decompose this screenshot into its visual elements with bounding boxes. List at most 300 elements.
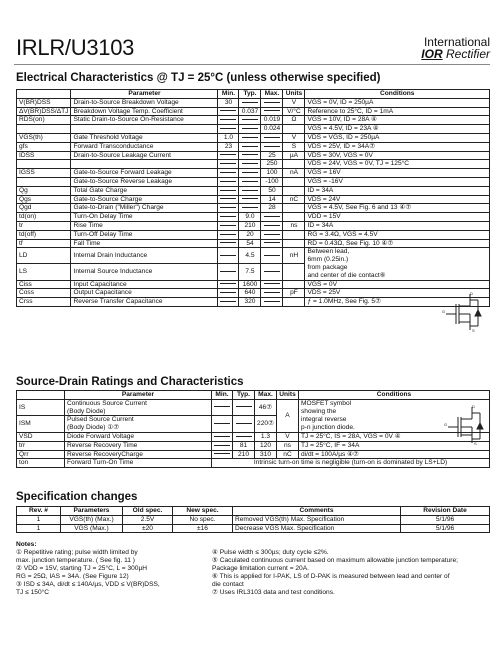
value	[233, 432, 255, 441]
value	[212, 441, 233, 450]
parameter	[71, 160, 218, 169]
units: µA	[283, 151, 305, 160]
value-dash	[236, 436, 252, 437]
spec-row	[17, 524, 490, 533]
col-header: Old spec.	[123, 507, 173, 516]
value	[218, 204, 239, 213]
conditions: TJ = 25°C, IF = 34A	[299, 441, 490, 450]
units	[283, 177, 305, 186]
source-drain-table	[16, 390, 490, 468]
value-dash	[264, 102, 280, 103]
parameter: Static Drain-to-Source On-Resistance	[71, 116, 218, 125]
elec-row	[17, 298, 490, 307]
col-header: Max.	[261, 90, 283, 99]
value	[239, 116, 261, 125]
value	[218, 107, 239, 116]
units: V	[283, 133, 305, 142]
note-line: ⑥ This is applied for I-PAK, LS of D-PAK is measured between lead and center of	[212, 573, 450, 580]
units	[283, 264, 305, 280]
conditions: di/dt = 100A/µs ④⑦	[299, 450, 490, 459]
condition-line: showing the	[301, 408, 337, 416]
elec-row	[17, 213, 490, 222]
units	[283, 298, 305, 307]
value	[239, 151, 261, 160]
parameter-line: Diode Forward Voltage	[67, 432, 135, 440]
value	[261, 221, 283, 230]
spec-cell: Removed VGS(th) Max. Specification	[233, 515, 401, 524]
parameter: Input Capacitance	[71, 280, 218, 289]
value-dash	[264, 146, 280, 147]
value: 25	[261, 151, 283, 160]
svg-text:S: S	[474, 441, 477, 445]
spec-cell: Decrease VGS Max. Specification	[233, 524, 401, 533]
spec-cell: 2.5V	[123, 515, 173, 524]
conditions: VDS = 30V, VGS = 0V	[305, 151, 490, 160]
value-dash	[264, 255, 280, 256]
col-header: Units	[277, 391, 299, 400]
value-dash	[264, 225, 280, 226]
condition-line: and center of die contact⑥	[307, 271, 386, 279]
svg-text:D: D	[472, 404, 475, 409]
parameter: Internal Drain Inductance	[71, 248, 218, 264]
mosfet-body-diode-icon	[444, 403, 488, 445]
parameter-line: Pulsed Source Current	[67, 416, 134, 424]
value	[261, 239, 283, 248]
condition-line: Between lead,	[307, 248, 350, 256]
units	[283, 239, 305, 248]
symbol: IS	[17, 399, 65, 416]
units: V	[283, 98, 305, 107]
value: 210	[233, 450, 255, 459]
value-dash	[220, 198, 236, 199]
value: 23	[218, 142, 239, 151]
condition-line: integral reverse	[301, 415, 347, 423]
value	[261, 142, 283, 151]
col-header: Conditions	[299, 391, 490, 400]
value-dash	[220, 292, 236, 293]
value: 20	[239, 230, 261, 239]
value-dash	[242, 119, 258, 120]
symbol: Qgs	[17, 195, 71, 204]
svg-text:D: D	[470, 291, 473, 296]
col-header: Revision Date	[401, 507, 490, 516]
elec-row	[17, 133, 490, 142]
symbol: Qg	[17, 186, 71, 195]
parameter-line: (Body Diode)	[67, 407, 106, 415]
spec-cell: 5/1/96	[401, 524, 490, 533]
value: 4.5	[239, 248, 261, 264]
value: 54	[239, 239, 261, 248]
value	[261, 230, 283, 239]
value	[218, 177, 239, 186]
spec-cell: ±16	[173, 524, 233, 533]
symbol: Qgd	[17, 204, 71, 213]
value	[218, 264, 239, 280]
value-dash	[264, 292, 280, 293]
value: 640	[239, 289, 261, 298]
value	[218, 280, 239, 289]
value	[261, 264, 283, 280]
value: 1600	[239, 280, 261, 289]
value: -100	[261, 177, 283, 186]
units: S	[283, 142, 305, 151]
value: 81	[233, 441, 255, 450]
parameter: Total Gate Charge	[71, 186, 218, 195]
value	[218, 239, 239, 248]
value: 120	[255, 441, 277, 450]
parameter: Internal Source Inductance	[71, 264, 218, 280]
value-dash	[220, 128, 236, 129]
value	[218, 213, 239, 222]
value	[261, 107, 283, 116]
symbol	[17, 177, 71, 186]
value	[218, 289, 239, 298]
value-dash	[264, 283, 280, 284]
notes	[16, 541, 490, 596]
value	[218, 160, 239, 169]
conditions: VDD = 15V	[305, 213, 490, 222]
conditions: Reference to 25°C, ID = 1mA	[305, 107, 490, 116]
units	[283, 125, 305, 134]
value	[212, 416, 233, 433]
elec-row	[17, 248, 490, 264]
value	[261, 289, 283, 298]
parameter	[65, 416, 212, 433]
value-dash	[264, 137, 280, 138]
conditions: VGS = -16V	[305, 177, 490, 186]
parameter: Gate Threshold Voltage	[71, 133, 218, 142]
symbol: gfs	[17, 142, 71, 151]
symbol: trr	[17, 441, 65, 450]
electrical-table	[16, 89, 490, 307]
value: 30	[218, 98, 239, 107]
conditions: VGS = 16V	[305, 169, 490, 178]
brand-rectifier: Rectifier	[445, 47, 490, 61]
svg-text:G: G	[442, 309, 446, 314]
conditions: VDS = 25V	[305, 289, 490, 298]
parameter: Drain-to-Source Leakage Current	[71, 151, 218, 160]
value: 220⑦	[255, 416, 277, 433]
value-dash	[264, 110, 280, 111]
col-header: Max.	[255, 391, 277, 400]
parameter: Rise Time	[71, 221, 218, 230]
units	[283, 213, 305, 222]
elec-row	[17, 289, 490, 298]
symbol	[17, 125, 71, 134]
value	[233, 399, 255, 416]
value-dash	[242, 128, 258, 129]
spec-cell: VGS (Max.)	[61, 524, 123, 533]
value	[218, 151, 239, 160]
value: 100	[261, 169, 283, 178]
elec-row	[17, 107, 490, 116]
value-dash	[242, 181, 258, 182]
elec-row	[17, 221, 490, 230]
symbol: tr	[17, 221, 71, 230]
spec-cell: ±20	[123, 524, 173, 533]
symbol: Crss	[17, 298, 71, 307]
col-header: Units	[283, 90, 305, 99]
symbol: ISM	[17, 416, 65, 433]
value-dash	[220, 271, 236, 272]
value	[233, 416, 255, 433]
note-line: RG = 25Ω, IAS = 34A. (See Figure 12)	[16, 573, 129, 580]
section-spec-changes-title: Specification changes	[16, 491, 138, 503]
col-header: Min.	[218, 90, 239, 99]
value	[239, 125, 261, 134]
value	[261, 248, 283, 264]
svg-text:S: S	[472, 328, 475, 332]
parameter: Reverse Transfer Capacitance	[71, 298, 218, 307]
notes-right	[212, 549, 492, 597]
parameter	[65, 459, 212, 468]
value: 320	[239, 298, 261, 307]
value: 50	[261, 186, 283, 195]
value	[212, 399, 233, 416]
value	[218, 125, 239, 134]
value-dash	[220, 181, 236, 182]
value-dash	[264, 242, 280, 243]
value	[218, 195, 239, 204]
value	[239, 142, 261, 151]
parameter-line: (Body Diode) ①⑦	[67, 424, 120, 432]
symbol: LS	[17, 264, 71, 280]
symbol: IDSS	[17, 151, 71, 160]
col-header: Min.	[212, 391, 233, 400]
parameter: Gate-to-Drain ("Miller") Charge	[71, 204, 218, 213]
value-dash	[214, 423, 230, 424]
parameter: Gate-to-Source Charge	[71, 195, 218, 204]
parameter: Output Capacitance	[71, 289, 218, 298]
elec-row	[17, 195, 490, 204]
spec-row	[17, 515, 490, 524]
value: 7.5	[239, 264, 261, 280]
sd-row	[17, 450, 490, 459]
symbol: IGSS	[17, 169, 71, 178]
note-line: Package limitation current = 20A.	[212, 565, 309, 572]
sd-row	[17, 459, 490, 468]
svg-text:G: G	[444, 422, 448, 427]
units: nH	[283, 248, 305, 264]
col-header: Typ.	[239, 90, 261, 99]
note-line: ① Repetitive rating; pulse width limited by	[16, 549, 138, 556]
value-dash	[220, 242, 236, 243]
symbol: ton	[17, 459, 65, 468]
note-line: ② VDD = 15V, starting TJ = 25°C, L = 300µH	[16, 565, 148, 572]
col-header: Rev. #	[17, 507, 61, 516]
value-dash	[242, 163, 258, 164]
value	[218, 230, 239, 239]
conditions: VGS = 4.5V, ID = 23A ④	[305, 125, 490, 134]
value-dash	[220, 190, 236, 191]
units	[283, 230, 305, 239]
value-dash	[214, 445, 230, 446]
header-rule	[14, 64, 490, 65]
parameter	[65, 432, 212, 441]
elec-row	[17, 151, 490, 160]
conditions: RD = 0.43Ω, See Fig. 10 ④⑦	[305, 239, 490, 248]
parameter: Forward Transconductance	[71, 142, 218, 151]
note-line: ③ ISD ≤ 34A, di/dt ≤ 140A/µs, VDD ≤ V(BR)DSS,	[16, 581, 160, 588]
value	[239, 204, 261, 213]
conditions: RG = 3.4Ω, VGS = 4.5V	[305, 230, 490, 239]
value	[239, 160, 261, 169]
symbol: RDS(on)	[17, 116, 71, 125]
condition-line: p-n junction diode.	[301, 423, 355, 431]
spec-cell: 1	[17, 524, 61, 533]
elec-row	[17, 116, 490, 125]
value-dash	[236, 423, 252, 424]
value-dash	[236, 406, 252, 407]
symbol: VSD	[17, 432, 65, 441]
value-dash	[220, 154, 236, 155]
units: ns	[283, 221, 305, 230]
spec-cell: 5/1/96	[401, 515, 490, 524]
parameter: Turn-On Delay Time	[71, 213, 218, 222]
condition-line: MOSFET symbol	[301, 400, 352, 408]
symbol: V(BR)DSS	[17, 98, 71, 107]
value-dash	[220, 119, 236, 120]
value: 9.0	[239, 213, 261, 222]
brand-ir-mark: IOR	[421, 47, 443, 61]
conditions	[305, 248, 490, 280]
conditions: TJ = 25°C, IS = 28A, VGS = 0V ④	[299, 432, 490, 441]
value-dash	[242, 102, 258, 103]
conditions: VGS = 4.5V, See Fig. 6 and 13 ④⑦	[305, 204, 490, 213]
note-line: ④ Pulse width ≤ 300µs; duty cycle ≤2%.	[212, 549, 329, 556]
notes-title: Notes:	[16, 541, 37, 548]
col-symbol	[17, 90, 71, 99]
value: 14	[261, 195, 283, 204]
value: 0.019	[261, 116, 283, 125]
value-dash	[220, 283, 236, 284]
units: V/°C	[283, 107, 305, 116]
value-dash	[264, 301, 280, 302]
value	[239, 98, 261, 107]
value-dash	[242, 207, 258, 208]
value-dash	[220, 255, 236, 256]
value: 28	[261, 204, 283, 213]
section-electrical-title: Electrical Characteristics @ TJ = 25°C (unless otherwise specified)	[16, 72, 381, 84]
value: 46⑦	[255, 399, 277, 416]
value	[218, 116, 239, 125]
symbol: Coss	[17, 289, 71, 298]
value: 210	[239, 221, 261, 230]
value-dash	[264, 234, 280, 235]
value-dash	[242, 172, 258, 173]
condition-line: from package	[307, 263, 348, 271]
units: Ω	[283, 116, 305, 125]
value-dash	[220, 216, 236, 217]
mosfet-symbol-icon	[442, 290, 486, 332]
parameter: Turn-Off Delay Time	[71, 230, 218, 239]
symbol	[17, 160, 71, 169]
col-header: New spec.	[173, 507, 233, 516]
value-dash	[214, 436, 230, 437]
col-header: Comments	[233, 507, 401, 516]
value	[239, 133, 261, 142]
units: A	[277, 399, 299, 432]
conditions: ƒ = 1.0MHz, See Fig. 5⑦	[305, 298, 490, 307]
elec-row	[17, 204, 490, 213]
value	[261, 133, 283, 142]
parameter	[65, 441, 212, 450]
conditions: VGS = 10V, ID = 28A ④	[305, 116, 490, 125]
value-dash	[220, 172, 236, 173]
section-source-drain-title: Source-Drain Ratings and Characteristics	[16, 376, 244, 388]
parameter-line: Continuous Source Current	[67, 399, 147, 407]
spec-changes-table	[16, 506, 490, 533]
elec-row	[17, 169, 490, 178]
parameter-line: Reverse RecoveryCharge	[67, 450, 143, 458]
value	[261, 98, 283, 107]
conditions: Intrinsic turn-on time is negligible (turn-on is dominated by LS+LD)	[212, 459, 490, 468]
value	[218, 248, 239, 264]
parameter: Gate-to-Source Forward Leakage	[71, 169, 218, 178]
value-dash	[220, 163, 236, 164]
value-dash	[220, 110, 236, 111]
value-dash	[264, 216, 280, 217]
units: nA	[283, 169, 305, 178]
value	[218, 298, 239, 307]
units: nC	[277, 450, 299, 459]
value	[218, 221, 239, 230]
parameter	[71, 125, 218, 134]
parameter: Breakdown Voltage Temp. Coefficient	[71, 107, 218, 116]
value	[261, 213, 283, 222]
value-dash	[242, 190, 258, 191]
value-dash	[220, 234, 236, 235]
elec-row	[17, 142, 490, 151]
elec-row	[17, 125, 490, 134]
conditions: VGS = 0V	[305, 280, 490, 289]
conditions: VDS = VGS, ID = 250µA	[305, 133, 490, 142]
note-line: max. junction temperature. ( See fig. 11 )	[16, 557, 135, 564]
parameter: Drain-to-Source Breakdown Voltage	[71, 98, 218, 107]
col-header: Parameters	[61, 507, 123, 516]
parameter: Gate-to-Source Reverse Leakage	[71, 177, 218, 186]
value	[218, 186, 239, 195]
note-line: TJ ≤ 150°C	[16, 589, 50, 596]
value	[212, 432, 233, 441]
value-dash	[242, 146, 258, 147]
units	[283, 186, 305, 195]
value: 1.3	[255, 432, 277, 441]
units	[283, 160, 305, 169]
note-line: ⑦ Uses IRL3103 data and test conditions.	[212, 589, 335, 596]
brand-top: International	[423, 35, 490, 49]
col-header: Parameter	[71, 90, 218, 99]
value	[218, 169, 239, 178]
conditions: VDS = 24V	[305, 195, 490, 204]
value: 0.024	[261, 125, 283, 134]
symbol: Ciss	[17, 280, 71, 289]
elec-row	[17, 186, 490, 195]
symbol: td(on)	[17, 213, 71, 222]
parameter-line: Reverse Recovery Time	[67, 441, 138, 449]
value-dash	[220, 301, 236, 302]
elec-row	[17, 230, 490, 239]
parameter: Fall Time	[71, 239, 218, 248]
units: ns	[277, 441, 299, 450]
conditions: ID = 34A	[305, 186, 490, 195]
symbol: ΔV(BR)DSS/ΔTJ	[17, 107, 71, 116]
value-dash	[242, 154, 258, 155]
col-header: Typ.	[233, 391, 255, 400]
symbol: tf	[17, 239, 71, 248]
condition-line: 6mm (0.25in.)	[307, 256, 349, 264]
brand-logo	[421, 36, 490, 60]
